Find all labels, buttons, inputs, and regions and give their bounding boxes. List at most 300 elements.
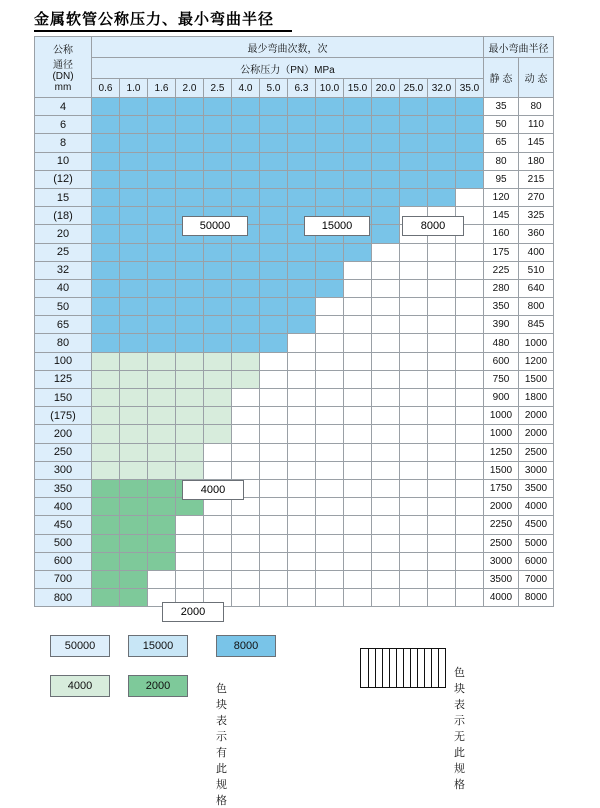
page-title: 金属软管公称压力、最小弯曲半径	[34, 10, 275, 28]
spec-cell	[204, 316, 232, 334]
spec-cell	[456, 170, 484, 188]
dn-value: 15	[35, 188, 92, 206]
spec-cell	[344, 152, 372, 170]
spec-cell	[120, 534, 148, 552]
dn-value: 80	[35, 334, 92, 352]
spec-cell	[120, 116, 148, 134]
overlay-value-label: 4000	[182, 480, 244, 500]
spec-cell	[92, 261, 120, 279]
spec-cell	[120, 425, 148, 443]
spec-cell	[372, 552, 400, 570]
dn-value: (175)	[35, 407, 92, 425]
spec-cell	[148, 534, 176, 552]
dynamic-radius-value: 5000	[519, 534, 554, 552]
table-header-row-2	[35, 58, 554, 79]
spec-cell	[204, 498, 232, 516]
dynamic-radius-value: 2000	[519, 425, 554, 443]
dn-header-line-0: 公称	[53, 45, 73, 56]
table-row	[35, 152, 554, 170]
spec-cell	[204, 298, 232, 316]
spec-cell	[316, 279, 344, 297]
spec-cell	[204, 425, 232, 443]
legend-note-hatch: 色块表示无此规格	[454, 667, 465, 791]
spec-cell	[456, 152, 484, 170]
table-row	[35, 170, 554, 188]
spec-cell	[456, 298, 484, 316]
spec-cell	[316, 98, 344, 116]
spec-cell	[232, 98, 260, 116]
spec-cell	[92, 570, 120, 588]
spec-cell	[92, 370, 120, 388]
spec-cell	[372, 98, 400, 116]
spec-cell	[344, 279, 372, 297]
spec-cell	[148, 298, 176, 316]
spec-cell	[456, 589, 484, 607]
spec-cell	[148, 498, 176, 516]
static-radius-value: 600	[484, 352, 519, 370]
pressure-col-header: 4.0	[232, 79, 260, 98]
spec-cell	[288, 425, 316, 443]
table-row	[35, 552, 554, 570]
dynamic-radius-value: 6000	[519, 552, 554, 570]
spec-cell	[120, 188, 148, 206]
dn-value: (12)	[35, 170, 92, 188]
spec-cell	[288, 370, 316, 388]
overlay-value-label: 50000	[182, 216, 248, 236]
spec-cell	[260, 443, 288, 461]
spec-cell	[232, 389, 260, 407]
spec-cell	[428, 461, 456, 479]
spec-cell	[316, 334, 344, 352]
spec-cell	[148, 443, 176, 461]
table-row	[35, 479, 554, 497]
dn-value: 300	[35, 461, 92, 479]
spec-cell	[176, 116, 204, 134]
static-radius-value: 750	[484, 370, 519, 388]
spec-cell	[260, 552, 288, 570]
spec-cell	[232, 534, 260, 552]
spec-cell	[344, 589, 372, 607]
spec-cell	[428, 589, 456, 607]
spec-cell	[176, 98, 204, 116]
spec-cell	[232, 170, 260, 188]
legend-swatch: 4000	[50, 675, 110, 697]
spec-cell	[428, 552, 456, 570]
spec-cell	[372, 316, 400, 334]
spec-cell	[428, 243, 456, 261]
spec-cell	[456, 570, 484, 588]
dynamic-radius-value: 145	[519, 134, 554, 152]
spec-cell	[344, 443, 372, 461]
spec-cell	[428, 261, 456, 279]
spec-cell	[92, 334, 120, 352]
spec-cell	[232, 407, 260, 425]
spec-cell	[260, 261, 288, 279]
spec-cell	[400, 498, 428, 516]
table-row	[35, 225, 554, 243]
spec-cell	[204, 116, 232, 134]
spec-cell	[148, 461, 176, 479]
spec-cell	[344, 261, 372, 279]
dynamic-radius-value: 3000	[519, 461, 554, 479]
static-header: 静 态	[484, 58, 519, 98]
static-radius-value: 3500	[484, 570, 519, 588]
table-row	[35, 298, 554, 316]
spec-cell	[288, 298, 316, 316]
dn-value: 6	[35, 116, 92, 134]
spec-table	[34, 36, 554, 607]
table-row	[35, 407, 554, 425]
pressure-col-header: 1.0	[120, 79, 148, 98]
table-row	[35, 334, 554, 352]
spec-cell	[344, 352, 372, 370]
overlay-value-label: 8000	[402, 216, 464, 236]
table-row	[35, 98, 554, 116]
dynamic-radius-value: 845	[519, 316, 554, 334]
spec-cell	[288, 443, 316, 461]
spec-cell	[92, 516, 120, 534]
spec-cell	[260, 116, 288, 134]
spec-cell	[176, 243, 204, 261]
spec-cell	[400, 479, 428, 497]
spec-cell	[428, 316, 456, 334]
spec-cell	[120, 407, 148, 425]
spec-cell	[400, 152, 428, 170]
legend-swatch: 8000	[216, 635, 276, 657]
spec-cell	[92, 443, 120, 461]
static-radius-value: 160	[484, 225, 519, 243]
spec-cell	[92, 188, 120, 206]
spec-cell	[316, 498, 344, 516]
spec-cell	[92, 134, 120, 152]
dn-value: 250	[35, 443, 92, 461]
spec-cell	[92, 552, 120, 570]
table-row	[35, 243, 554, 261]
spec-cell	[372, 389, 400, 407]
spec-cell	[400, 443, 428, 461]
pressure-col-header: 6.3	[288, 79, 316, 98]
spec-cell	[204, 188, 232, 206]
spec-cell	[176, 534, 204, 552]
spec-cell	[344, 389, 372, 407]
spec-cell	[288, 261, 316, 279]
spec-cell	[316, 461, 344, 479]
spec-cell	[428, 516, 456, 534]
spec-cell	[148, 552, 176, 570]
spec-cell	[456, 443, 484, 461]
dynamic-radius-value: 325	[519, 207, 554, 225]
spec-cell	[400, 389, 428, 407]
spec-cell	[260, 243, 288, 261]
spec-cell	[204, 352, 232, 370]
spec-cell	[176, 389, 204, 407]
spec-cell	[344, 516, 372, 534]
static-radius-value: 350	[484, 298, 519, 316]
spec-cell	[120, 98, 148, 116]
table-row	[35, 316, 554, 334]
spec-cell	[232, 261, 260, 279]
spec-cell	[344, 425, 372, 443]
spec-cell	[92, 116, 120, 134]
static-radius-value: 390	[484, 316, 519, 334]
spec-cell	[92, 170, 120, 188]
dn-value: (18)	[35, 207, 92, 225]
spec-cell	[204, 279, 232, 297]
static-radius-value: 2250	[484, 516, 519, 534]
spec-cell	[260, 498, 288, 516]
spec-cell	[344, 116, 372, 134]
spec-cell	[176, 425, 204, 443]
spec-cell	[400, 261, 428, 279]
spec-cell	[92, 316, 120, 334]
spec-cell	[260, 207, 288, 225]
static-radius-value: 225	[484, 261, 519, 279]
spec-cell	[456, 370, 484, 388]
spec-cell	[428, 407, 456, 425]
spec-cell	[260, 589, 288, 607]
spec-cell	[316, 152, 344, 170]
spec-cell	[372, 425, 400, 443]
spec-cell	[232, 570, 260, 588]
spec-cell	[120, 152, 148, 170]
pressure-col-header: 1.6	[148, 79, 176, 98]
spec-cell	[372, 589, 400, 607]
spec-cell	[260, 479, 288, 497]
spec-cell	[148, 389, 176, 407]
spec-cell	[120, 298, 148, 316]
dn-value: 100	[35, 352, 92, 370]
spec-cell	[428, 352, 456, 370]
dynamic-radius-value: 1200	[519, 352, 554, 370]
spec-cell	[428, 188, 456, 206]
spec-cell	[316, 243, 344, 261]
spec-cell	[316, 407, 344, 425]
legend-swatch: 2000	[128, 675, 188, 697]
spec-cell	[204, 534, 232, 552]
spec-cell	[120, 316, 148, 334]
spec-cell	[148, 170, 176, 188]
spec-cell	[260, 516, 288, 534]
pressure-col-header: 2.0	[176, 79, 204, 98]
spec-cell	[400, 516, 428, 534]
spec-cell	[372, 225, 400, 243]
spec-cell	[204, 461, 232, 479]
static-radius-value: 1750	[484, 479, 519, 497]
dn-value: 350	[35, 479, 92, 497]
spec-cell	[400, 279, 428, 297]
static-radius-value: 480	[484, 334, 519, 352]
spec-cell	[316, 170, 344, 188]
spec-cell	[428, 443, 456, 461]
spec-cell	[288, 334, 316, 352]
spec-cell	[372, 188, 400, 206]
spec-cell	[288, 407, 316, 425]
spec-cell	[148, 116, 176, 134]
pressure-col-header: 15.0	[344, 79, 372, 98]
spec-cell	[288, 461, 316, 479]
spec-cell	[400, 243, 428, 261]
spec-cell	[204, 407, 232, 425]
static-radius-value: 65	[484, 134, 519, 152]
spec-cell	[400, 534, 428, 552]
spec-cell	[344, 407, 372, 425]
dynamic-radius-value: 80	[519, 98, 554, 116]
spec-cell	[288, 243, 316, 261]
spec-cell	[288, 534, 316, 552]
dn-value: 25	[35, 243, 92, 261]
static-radius-value: 4000	[484, 589, 519, 607]
spec-cell	[316, 298, 344, 316]
spec-cell	[232, 498, 260, 516]
spec-cell	[400, 98, 428, 116]
dn-value: 450	[35, 516, 92, 534]
static-radius-value: 2000	[484, 498, 519, 516]
dn-value: 65	[35, 316, 92, 334]
spec-cell	[92, 279, 120, 297]
spec-cell	[316, 316, 344, 334]
dynamic-radius-value: 2500	[519, 443, 554, 461]
dn-value: 800	[35, 589, 92, 607]
spec-cell	[232, 443, 260, 461]
pressure-col-header: 10.0	[316, 79, 344, 98]
spec-cell	[400, 116, 428, 134]
static-radius-value: 175	[484, 243, 519, 261]
spec-cell	[204, 516, 232, 534]
spec-cell	[428, 98, 456, 116]
spec-cell	[456, 334, 484, 352]
spec-cell	[316, 443, 344, 461]
spec-cell	[204, 570, 232, 588]
spec-cell	[120, 352, 148, 370]
static-radius-value: 1000	[484, 425, 519, 443]
spec-cell	[260, 134, 288, 152]
static-radius-value: 1250	[484, 443, 519, 461]
spec-cell	[344, 188, 372, 206]
spec-cell	[120, 552, 148, 570]
spec-cell	[176, 352, 204, 370]
spec-cell	[92, 352, 120, 370]
overlay-value-label: 15000	[304, 216, 370, 236]
static-radius-value: 2500	[484, 534, 519, 552]
spec-cell	[288, 152, 316, 170]
pressure-col-header: 35.0	[456, 79, 484, 98]
spec-cell	[92, 461, 120, 479]
spec-cell	[372, 443, 400, 461]
table-row	[35, 498, 554, 516]
table-row	[35, 279, 554, 297]
spec-cell	[288, 98, 316, 116]
spec-cell	[372, 152, 400, 170]
spec-cell	[456, 279, 484, 297]
spec-cell	[148, 225, 176, 243]
table-row	[35, 134, 554, 152]
static-radius-value: 145	[484, 207, 519, 225]
dynamic-radius-value: 400	[519, 243, 554, 261]
spec-cell	[232, 279, 260, 297]
static-radius-value: 35	[484, 98, 519, 116]
spec-cell	[232, 316, 260, 334]
spec-cell	[400, 316, 428, 334]
dn-value: 20	[35, 225, 92, 243]
pressure-header: 公称压力（PN）MPa	[92, 58, 484, 79]
table-row	[35, 370, 554, 388]
spec-cell	[372, 516, 400, 534]
dynamic-radius-value: 1000	[519, 334, 554, 352]
spec-cell	[176, 279, 204, 297]
table-row	[35, 534, 554, 552]
spec-cell	[120, 443, 148, 461]
spec-cell	[120, 207, 148, 225]
spec-cell	[316, 370, 344, 388]
spec-cell	[400, 170, 428, 188]
pressure-col-header: 0.6	[92, 79, 120, 98]
dynamic-radius-value: 7000	[519, 570, 554, 588]
dn-value: 400	[35, 498, 92, 516]
table-row	[35, 261, 554, 279]
dn-value: 32	[35, 261, 92, 279]
dynamic-radius-value: 270	[519, 188, 554, 206]
spec-cell	[260, 570, 288, 588]
dynamic-radius-value: 180	[519, 152, 554, 170]
spec-cell	[372, 461, 400, 479]
spec-cell	[400, 407, 428, 425]
table-row	[35, 352, 554, 370]
spec-cell	[148, 370, 176, 388]
spec-table-container	[34, 36, 554, 618]
spec-cell	[456, 352, 484, 370]
spec-cell	[316, 425, 344, 443]
spec-cell	[456, 98, 484, 116]
spec-cell	[148, 425, 176, 443]
spec-cell	[204, 552, 232, 570]
spec-cell	[176, 461, 204, 479]
pressure-col-header: 5.0	[260, 79, 288, 98]
spec-cell	[344, 534, 372, 552]
spec-cell	[428, 279, 456, 297]
spec-cell	[288, 316, 316, 334]
spec-cell	[232, 589, 260, 607]
spec-cell	[344, 316, 372, 334]
spec-cell	[92, 589, 120, 607]
spec-cell	[428, 425, 456, 443]
spec-cell	[260, 98, 288, 116]
static-radius-value: 80	[484, 152, 519, 170]
spec-cell	[316, 589, 344, 607]
spec-cell	[120, 334, 148, 352]
static-radius-value: 1000	[484, 407, 519, 425]
spec-cell	[372, 479, 400, 497]
spec-cell	[232, 298, 260, 316]
table-body	[35, 98, 554, 607]
spec-cell	[372, 498, 400, 516]
spec-cell	[372, 261, 400, 279]
spec-cell	[120, 134, 148, 152]
dn-header-line-3: mm	[54, 82, 72, 93]
spec-cell	[204, 152, 232, 170]
spec-cell	[120, 461, 148, 479]
dynamic-header: 动 态	[519, 58, 554, 98]
spec-cell	[120, 498, 148, 516]
table-row	[35, 188, 554, 206]
spec-cell	[344, 334, 372, 352]
spec-cell	[260, 334, 288, 352]
spec-cell	[428, 370, 456, 388]
dn-value: 500	[35, 534, 92, 552]
spec-cell	[456, 188, 484, 206]
spec-cell	[92, 479, 120, 497]
spec-cell	[372, 116, 400, 134]
dynamic-radius-value: 110	[519, 116, 554, 134]
